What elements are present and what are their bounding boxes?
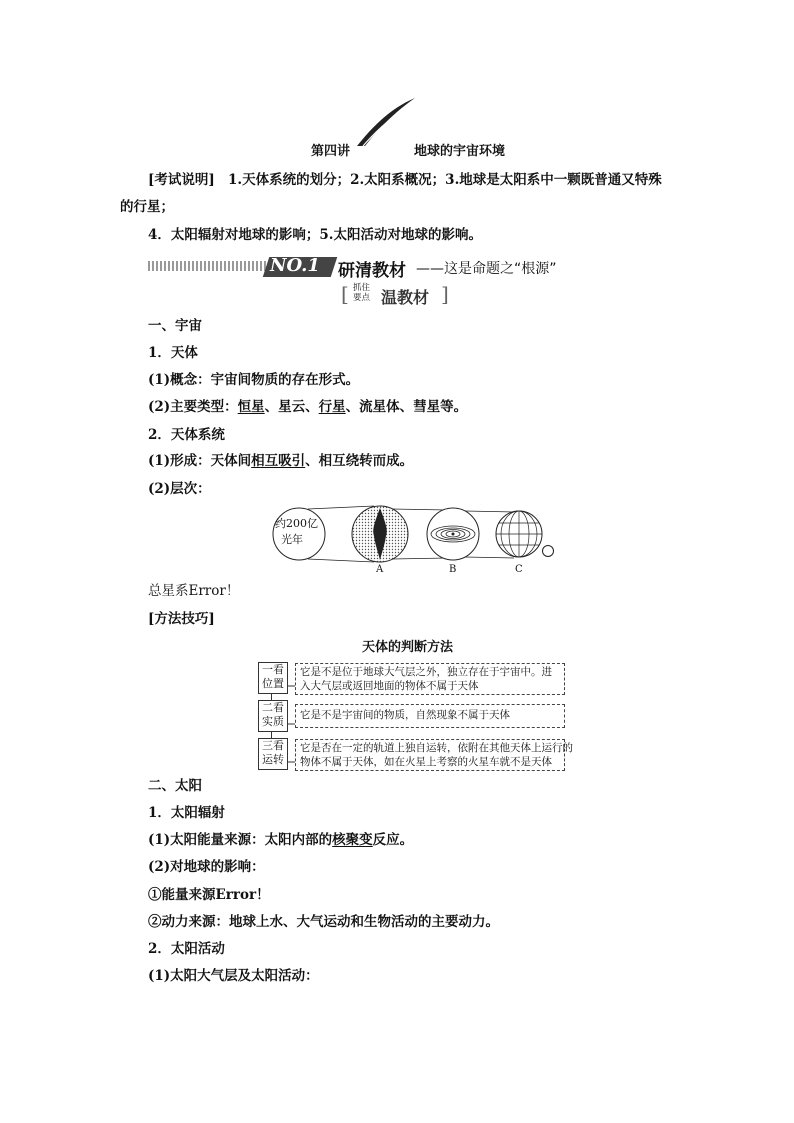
section-1-item-1-b: [148, 398, 467, 416]
universe-circle-text-1: 约200亿: [275, 517, 318, 530]
section-1-item-2-a: [148, 452, 413, 470]
s2-item-1-a-term: 核聚变: [332, 832, 373, 848]
method-title: 天体的判断方法: [362, 640, 454, 655]
banner-sub: [341, 284, 453, 306]
section-2-item-2-a: (1)太阳大气层及太阳活动：: [148, 968, 319, 984]
method-row-1-text-1: 它是不是位于地球大气层之外，独立存在于宇宙中。进: [300, 666, 552, 678]
s2-item-1-a-suffix: 反应。: [372, 832, 414, 848]
item-1-b-sep-1: 、星云、: [264, 399, 319, 415]
item-1-b-prefix: (2)主要类型：: [148, 399, 238, 415]
section-2-item-1-d: ②动力来源：地球上水、大气运动和生物活动的主要动力。: [148, 914, 499, 930]
banner-main: 研清教材: [338, 261, 406, 281]
method-heading: [方法技巧]: [148, 611, 215, 627]
banner-sub-bracket-right: ]: [441, 282, 449, 306]
banner-sub-bracket-left: [: [341, 282, 349, 306]
method-row-2-text-1: 它是不是宇宙间的物质，自然现象不属于天体: [300, 709, 510, 721]
banner-sub-small-2: 要点: [353, 293, 371, 303]
figure-label-a: A: [376, 564, 384, 575]
section-2-item-1-a: [148, 831, 413, 849]
figure-label-b: B: [449, 564, 457, 575]
exam-note-bracket: [考试说明]: [148, 172, 215, 188]
method-row-3-label-2: 运转: [262, 753, 284, 766]
method-row-3-label-1: 三看: [262, 739, 284, 752]
item-2-a-term-1: 相互吸引: [251, 453, 306, 469]
item-1-b-sep-2: 、流星体、彗星等。: [345, 399, 468, 415]
method-row-3-label: [258, 738, 288, 770]
lecture-number: 第四讲: [311, 144, 351, 159]
banner-sub-small-1: 抓住: [353, 283, 371, 293]
method-row-3-text-2: 物体不属于天体，如在火星上考察的火星车就不是天体: [300, 756, 552, 768]
universe-circle-text-2: 光年: [281, 533, 303, 546]
method-row-1-text-2: 入大气层或返回地面的物体不属于天体: [300, 680, 479, 692]
banner-stripe: [148, 261, 274, 271]
method-row-2-text: [295, 704, 565, 728]
method-row-1-label-2: 位置: [262, 677, 284, 690]
s2-item-1-a-prefix: (1)太阳能量来源：太阳内部的: [148, 832, 333, 848]
banner-sub-big: 温教材: [381, 288, 430, 307]
section-1-item-2-b: (2)层次：: [148, 481, 211, 497]
method-row-2-arrow-icon: [287, 712, 295, 718]
section-1-item-2: 2．天体系统: [148, 427, 225, 443]
section-2-item-1: 1．太阳辐射: [148, 805, 225, 821]
section-2-heading: 二、太阳: [148, 778, 202, 794]
item-2-a-suffix: 、相互绕转而成。: [305, 453, 414, 469]
section-2-item-1-c: ①能量来源Error！: [148, 887, 270, 903]
method-row-3-text: [295, 739, 573, 771]
page-title: 地球的宇宙环境: [414, 144, 506, 159]
exam-note-line-2: 的行星；: [120, 199, 174, 215]
method-row-1-label-1: 一看: [262, 663, 284, 676]
exam-note-line-3: 4．太阳辐射对地球的影响；5.太阳活动对地球的影响。: [148, 227, 482, 243]
section-2-item-2: 2．太阳活动: [148, 941, 225, 957]
figure-label-c: C: [515, 564, 523, 575]
moon-circle: [543, 546, 554, 557]
method-row-2-label-1: 二看: [262, 701, 284, 714]
method-row-1-arrow-icon: [287, 674, 295, 680]
section-1-item-1: 1．天体: [148, 345, 198, 361]
item-1-b-term-2: 行星: [318, 399, 346, 415]
exam-note-line-1: 1.天体系统的划分；2.太阳系概况；3.地球是太阳系中一颗既普通又特殊: [228, 172, 662, 188]
item-2-a-prefix: (1)形成：天体间: [148, 453, 252, 469]
method-row-3-arrow-icon: [287, 750, 295, 756]
method-row-2-label-2: 实质: [262, 715, 284, 728]
banner-no: NO.1: [270, 255, 320, 276]
section-2-item-1-b: (2)对地球的影响：: [148, 859, 265, 875]
section-1-item-1-a: (1)概念：宇宙间物质的存在形式。: [148, 372, 360, 388]
method-row-2-label: [258, 700, 288, 732]
section-1-heading: 一、宇宙: [148, 318, 202, 334]
method-row-1-label: [258, 662, 288, 694]
item-1-b-term-1: 恒星: [237, 399, 265, 415]
banner-dash: ——这是命题之“根源”: [416, 261, 557, 277]
total-galaxy-error-line: 总星系Error！: [148, 583, 240, 599]
method-row-3-text-1: 它是否在一定的轨道上独自运转，依附在其他天体上运行的: [300, 742, 573, 754]
header-swoosh-icon: [355, 96, 417, 148]
method-row-1-text: [295, 663, 565, 695]
